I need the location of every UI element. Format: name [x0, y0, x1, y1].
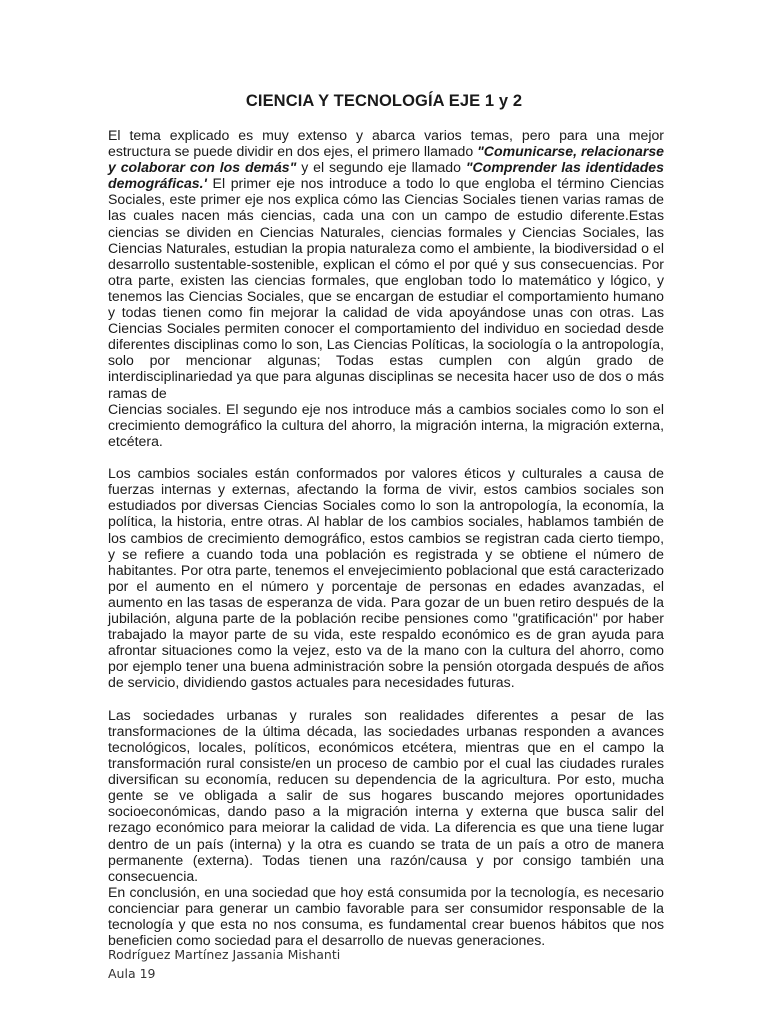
classroom-label: Aula 19 — [108, 966, 156, 981]
paragraph-3: Las sociedades urbanas y rurales son realidades diferentes a pesar de las transformaciones de la última década, las sociedades urbanas responden a avances tecnológicos, locales, políticos, económicos etcétera, mientras que en el campo la transformación rural consiste/en un proceso de cambio por el cual las ciudades rurales diversifican su economía, reducen su dependencia de la agricultura. Por esto, mucha gente se ve obligada a salir de sus hogares buscando mejores oportunidades socioeconómicas, dando paso a la migración interna y externa que busca salir del rezago económico para meiorar la calidad de vida. La diferencia es que una tiene lugar dentro de un país (interna) y la otra es cuando se trata de un país a otro de manera permanente (externa). Todas tienen una razón/causa y por consigo también una consecuencia. — [108, 706, 664, 884]
document-body — [108, 127, 664, 948]
paragraph-1-text-a: El tema explicado es muy extenso y abarca varios temas, pero para una mejor estructura se puede dividir en dos ejes, el primero llamado — [108, 127, 664, 160]
second-axis-name: "Comprender las identidades demográficas.' — [108, 159, 664, 192]
first-axis-name: "Comunicarse, relacionarse y colaborar con los demás" — [108, 143, 664, 176]
paragraph-2: Los cambios sociales están conformados por valores éticos y culturales a causa de fuerzas internas y externas, afectando la forma de vivir, estos cambios sociales son estudiados por diversas Ciencias Sociales como lo son la antropología, la economía, la política, la historia, entre otras. Al hablar de los cambios sociales, hablamos también de los cambios de crecimiento demográfico, estos cambios se registran cada cierto tiempo, y se refiere a cuando toda una población es registrada y se obtiene el número de habitantes. Por otra parte, tenemos el envejecimiento poblacional que está caracterizado por el aumento en el número y porcentaje de personas en edades avanzadas, el aumento en las tasas de esperanza de vida. Para gozar de un buen retiro después de la jubilación, alguna parte de la población recibe pensiones como "gratificación" por haber trabajado la mayor parte de su vida, este respaldo económico es de gran ayuda para afrontar situaciones como la vejez, esto va de la mano con la cultura del ahorro, como por ejemplo tener una buena administración sobre la pensión otorgada después de años de servicio, dividiendo gastos actuales para necesidades futuras. — [108, 465, 664, 691]
document-title: CIENCIA Y TECNOLOGÍA EJE 1 y 2 — [245, 92, 523, 110]
paragraph-1-text-c: El primer eje nos introduce a todo lo que engloba el término Ciencias Sociales, este primer eje nos explica cómo las Ciencias Sociales tienen varias ramas de las cuales nacen más ciencias, cada una con un campo de estudio diferente.Estas ciencias se dividen en Ciencias Naturales, ciencias formales y Ciencias Sociales, las Ciencias Naturales, estudian la propia naturaleza como el ambiente, la biodiversidad o el desarrollo sustentable-sostenible, explican el cómo el por qué y sus consecuencias. Por otra parte, existen las ciencias formales, que engloban todo lo matemático y lógico, y tenemos las Ciencias Sociales, que se encargan de estudiar el comportamiento humano y todas tienen como fin mejorar la calidad de vida apoyándose unas con otras. Las Ciencias Sociales permiten conocer el comportamiento del individuo en sociedad desde diferentes disciplinas como lo son, Las Ciencias Políticas, la sociología o la antropología, solo por mencionar algunas; Todas estas cumplen con algún grado de interdisciplinariedad ya que para algunas disciplinas se necesita hacer uso de dos o más ramas de — [108, 175, 664, 401]
footer — [108, 945, 340, 983]
paragraph-4: En conclusión, en una sociedad que hoy está consumida por la tecnología, es necesario concienciar para generar un cambio favorable para ser consumidor responsable de la tecnología y que esta no nos consuma, es fundamental crear buenos hábitos que nos beneficien como sociedad para el desarrollo de nuevas generaciones. — [108, 883, 664, 949]
author-name: Rodríguez Martínez Jassania Mishanti — [108, 947, 341, 962]
paragraph-1 — [108, 127, 664, 401]
paragraph-1-text-b: y el segundo eje llamado — [296, 159, 466, 176]
paragraph-1-continuation: Ciencias sociales. El segundo eje nos introduce más a cambios sociales como lo son el crecimiento demográfico la cultura del ahorro, la migración interna, la migración externa, etcétera. — [108, 400, 664, 449]
